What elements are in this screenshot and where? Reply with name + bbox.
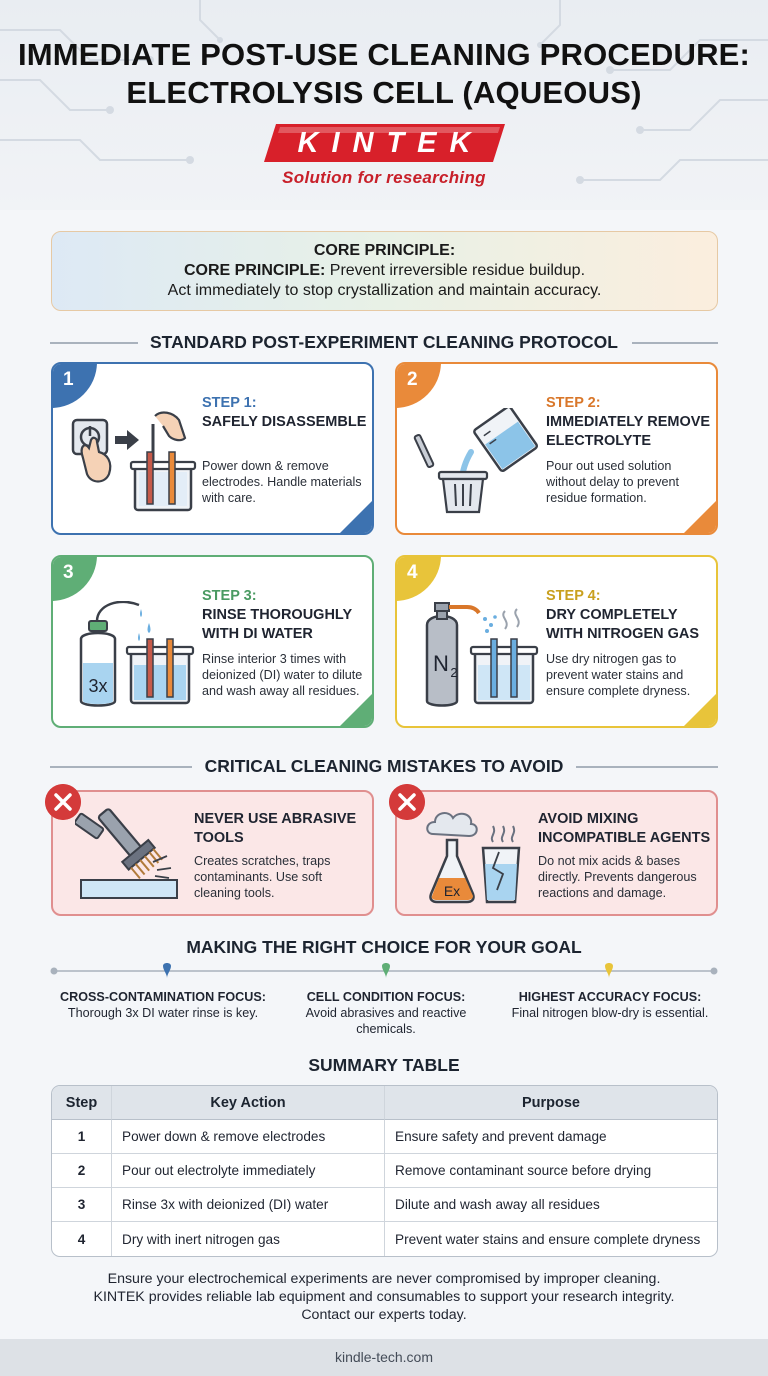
- goal-text: Final nitrogen blow-dry is essential.: [511, 1006, 709, 1020]
- table-cell: Ensure safety and prevent damage: [384, 1120, 717, 1154]
- wash-bottle-icon: [69, 601, 199, 711]
- column-header: Step: [52, 1086, 111, 1120]
- table-cell: Remove contaminant source before drying: [384, 1154, 717, 1188]
- step-card-2: [395, 362, 718, 535]
- table-row: [52, 1222, 717, 1256]
- table-cell: 3: [52, 1188, 111, 1222]
- protocol-heading-label: STANDARD POST-EXPERIMENT CLEANING PROTOCOL: [150, 332, 618, 352]
- column-header: Purpose: [384, 1086, 717, 1120]
- table-cell: Prevent water stains and ensure complete dryness: [384, 1222, 717, 1256]
- bottle-label: 3x: [88, 676, 108, 696]
- goal-title: HIGHEST ACCURACY FOCUS:: [518, 990, 702, 1004]
- step-card-1: [51, 362, 374, 535]
- protocol-heading: [50, 330, 718, 354]
- step-number-badge: 3: [51, 555, 97, 601]
- mistake-card-1: [51, 790, 374, 916]
- cylinder-label: N: [433, 651, 449, 676]
- step-title: DRY COMPLETELY WITH NITROGEN GAS: [546, 607, 700, 642]
- table-cell: 1: [52, 1120, 111, 1154]
- step-description: Rinse interior 3 times with deionized (DI) water to dilute and wash away all residues.: [202, 652, 363, 698]
- table-cell: Pour out electrolyte immediately: [111, 1154, 384, 1188]
- goal-text: Avoid abrasives and reactive chemicals.: [305, 1006, 467, 1036]
- mistakes-heading: [50, 754, 718, 778]
- step-number-badge: 1: [51, 362, 97, 408]
- column-header: Key Action: [111, 1086, 384, 1120]
- footer-line: Ensure your electrochemical experiments are never compromised by improper cleaning.: [107, 1271, 661, 1287]
- logo-text: KINTEK: [297, 127, 484, 159]
- core-principle-box: [51, 231, 718, 311]
- table-cell: Power down & remove electrodes: [111, 1120, 384, 1154]
- page-title: IMMEDIATE POST-USE CLEANING PROCEDURE: ELECTROLYSIS CELL (AQUEOUS): [17, 37, 751, 110]
- goal-item-3: [500, 989, 720, 1021]
- step-title: RINSE THOROUGHLY WITH DI WATER: [202, 607, 352, 642]
- goal-title: CROSS-CONTAMINATION FOCUS:: [60, 990, 266, 1004]
- step-title: IMMEDIATELY REMOVE ELECTROLYTE: [546, 414, 711, 449]
- core-text-2: Act immediately to stop crystallization and maintain accuracy.: [167, 282, 602, 299]
- power-electrodes-icon: [69, 408, 199, 518]
- table-cell: 4: [77, 1231, 86, 1247]
- table-cell: 2: [52, 1154, 111, 1188]
- kintek-logo: [262, 122, 507, 164]
- footer-text: [0, 1270, 768, 1324]
- goal-item-1: [53, 989, 273, 1021]
- step-label: STEP 2:: [546, 395, 601, 411]
- website-link[interactable]: kindle-tech.com: [0, 1339, 768, 1376]
- core-label: CORE PRINCIPLE:: [183, 262, 326, 279]
- nitrogen-cylinder-icon: [413, 601, 543, 711]
- core-text-1: Prevent irreversible residue buildup.: [325, 262, 586, 279]
- goals-heading: MAKING THE RIGHT CHOICE FOR YOUR GOAL: [186, 937, 582, 957]
- reaction-flask-icon: [419, 806, 529, 906]
- step-number-badge: 2: [395, 362, 441, 408]
- step-card-3: [51, 555, 374, 728]
- table-row: [52, 1120, 717, 1154]
- mistake-description: Do not mix acids & bases directly. Prevents dangerous reactions and damage.: [538, 854, 697, 900]
- cylinder-subscript: 2: [450, 665, 458, 680]
- step-number-badge: 4: [395, 555, 441, 601]
- step-card-4: [395, 555, 718, 728]
- step-description: Use dry nitrogen gas to prevent water stains and ensure complete dryness.: [546, 652, 691, 698]
- footer-line: Contact our experts today.: [301, 1307, 467, 1323]
- step-label: STEP 3:: [202, 588, 257, 604]
- mistake-card-2: [395, 790, 718, 916]
- tagline: Solution for researching: [282, 168, 486, 187]
- goal-timeline: [50, 962, 718, 982]
- pour-beaker-icon: [413, 408, 543, 518]
- core-heading: CORE PRINCIPLE:: [313, 242, 456, 259]
- table-row: [52, 1154, 717, 1188]
- step-title: SAFELY DISASSEMBLE: [202, 414, 367, 430]
- step-label: STEP 1:: [202, 395, 257, 411]
- mistake-title: AVOID MIXING INCOMPATIBLE AGENTS: [538, 811, 711, 846]
- step-description: Power down & remove electrodes. Handle materials with care.: [202, 459, 362, 505]
- flask-label: Ex: [443, 883, 461, 899]
- table-cell: Dry with inert nitrogen gas: [111, 1222, 384, 1256]
- table-cell: Rinse 3x with deionized (DI) water: [111, 1188, 384, 1222]
- mistake-title: NEVER USE ABRASIVE TOOLS: [194, 811, 357, 846]
- goal-text: Thorough 3x DI water rinse is key.: [67, 1006, 259, 1020]
- wire-brush-icon: [75, 806, 185, 906]
- mistakes-heading-label: CRITICAL CLEANING MISTAKES TO AVOID: [204, 756, 564, 776]
- goal-title: CELL CONDITION FOCUS:: [306, 990, 466, 1004]
- goal-item-2: [276, 989, 496, 1037]
- summary-table: [51, 1085, 718, 1257]
- footer-line: KINTEK provides reliable lab equipment and consumables to support your research integrity.: [93, 1289, 675, 1305]
- step-label: STEP 4:: [546, 588, 601, 604]
- summary-heading: SUMMARY TABLE: [308, 1055, 460, 1075]
- mistake-description: Creates scratches, traps contaminants. Use soft cleaning tools.: [194, 854, 331, 900]
- table-row: [52, 1188, 717, 1222]
- step-description: Pour out used solution without delay to prevent residue formation.: [546, 459, 680, 505]
- header: [0, 0, 768, 210]
- table-cell: Dilute and wash away all residues: [384, 1188, 717, 1222]
- table-header-row: [52, 1086, 717, 1120]
